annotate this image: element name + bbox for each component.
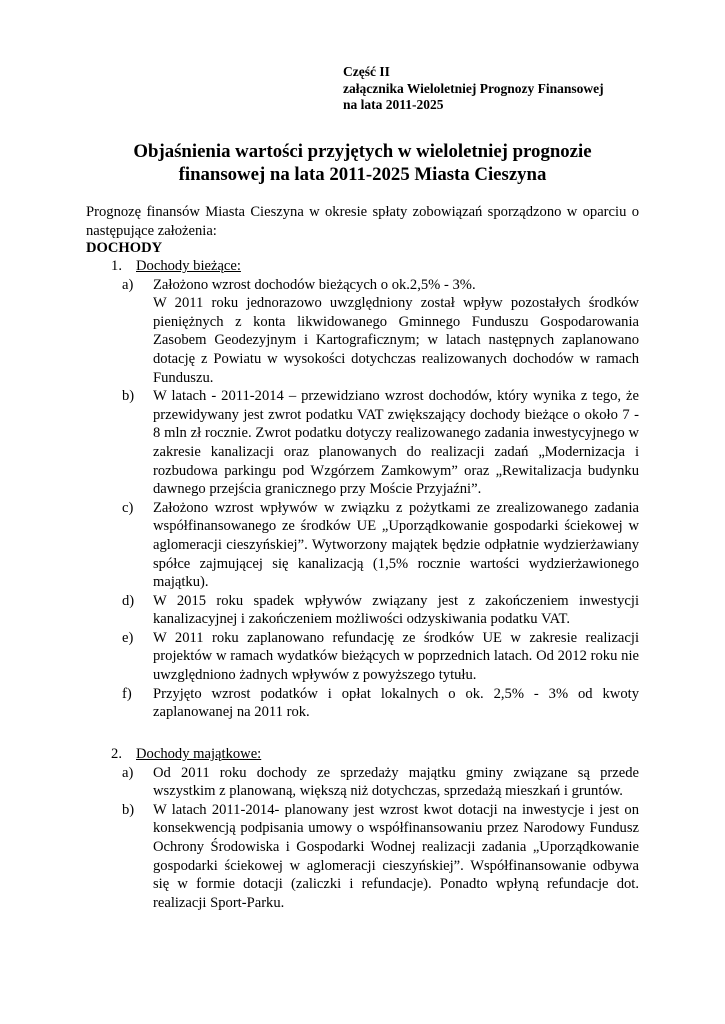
item-letter: d): [122, 592, 135, 609]
section-capital-income: [86, 745, 639, 912]
item-paragraph: Założono wzrost wpływów w związku z pożytkami ze zrealizowanego zadania współfinansowanego ze środków UE „Uporządkowanie gospodarki ściekowej w aglomeracji cieszyńskiej”. Wytworzony majątek będzie odpłatnie wydzierżawiany spółce zajmującej się kanalizacją (1,5% rocznie wartości wydzierżawionego majątku).: [153, 499, 639, 591]
section-number: 1.: [111, 258, 122, 274]
item-text: [153, 592, 639, 629]
item-letter: b): [122, 388, 135, 405]
header-line-part: Część II: [343, 64, 390, 79]
list-item: [114, 387, 639, 499]
item-paragraph: Założono wzrost dochodów bieżących o ok.2,5% - 3%.: [153, 276, 476, 293]
attachment-header: [343, 64, 604, 114]
item-text: [153, 764, 639, 801]
item-paragraph: W 2011 roku zaplanowano refundację ze środków UE w zakresie realizacji projektów w ramach wydatków bieżących w poprzednich latach. Od 2012 roku nie uwzględniono żadnych wpływów z powyższego tytułu.: [153, 629, 639, 684]
list-item: [114, 764, 639, 801]
list-item: [114, 499, 639, 592]
item-letter: a): [122, 764, 134, 781]
section-heading-income: DOCHODY: [86, 240, 163, 256]
item-letter: f): [122, 685, 132, 702]
title-line-2: finansowej na lata 2011-2025 Miasta Cieszyna: [178, 164, 547, 185]
header-line-years: na lata 2011-2025: [343, 97, 444, 112]
section-title: Dochody bieżące:: [136, 258, 241, 274]
item-text: [153, 499, 639, 592]
title-line-1: Objaśnienia wartości przyjętych w wieloletniej prognozie: [133, 141, 592, 162]
item-paragraph: W 2015 roku spadek wpływów związany jest z zakończeniem inwestycji kanalizacyjnej i zakończeniem możliwości odzyskiwania podatku VAT.: [153, 592, 639, 628]
section-number: 2.: [111, 746, 122, 762]
item-letter: e): [122, 629, 134, 646]
list-item: [114, 685, 639, 722]
list-item: [114, 276, 639, 388]
list-item: [114, 592, 639, 629]
section-item: [86, 257, 639, 276]
item-letter: c): [122, 499, 134, 516]
item-text: [153, 629, 639, 685]
item-paragraph: Przyjęto wzrost podatków i opłat lokalnych o ok. 2,5% - 3% od kwoty zaplanowanej na 2011 rok.: [153, 685, 639, 721]
intro-paragraph: Prognozę finansów Miasta Cieszyna w okresie spłaty zobowiązań sporządzono w oparciu o następujące założenia:: [86, 204, 639, 239]
header-line-attachment: załącznika Wieloletniej Prognozy Finansowej: [343, 80, 604, 96]
item-text: [153, 276, 639, 388]
item-letter: b): [122, 801, 135, 818]
item-text: [153, 387, 639, 499]
document-title: [60, 140, 665, 186]
item-letter: a): [122, 276, 134, 293]
list-item: [114, 801, 639, 913]
list-item: [114, 629, 639, 685]
item-paragraph: Od 2011 roku dochody ze sprzedaży majątku gminy związane są przede wszystkim z planowaną, większą niż dotychczas, sprzedażą mieszkań i gruntów.: [153, 764, 639, 800]
item-paragraph: W 2011 roku jednorazowo uwzględniony został wpływ pozostałych środków pieniężnych z konta likwidowanego Gminnego Funduszu Gospodarowania Zasobem Geodezyjnym i Kartograficznym; w latach następnych zaplanowano dotację z Powiatu w wysokości dotychczas realizowanych dochodów w ramach Funduszu.: [153, 295, 639, 386]
section-item: [86, 745, 639, 764]
item-paragraph: W latach - 2011-2014 – przewidziano wzrost dochodów, który wynika z tego, że przewidywany jest zwrot podatku VAT zwiększający dochody bieżące o około 7 - 8 mln zł rocznie. Zwrot podatku dotyczy realizowanego zadania inwestycyjnego w zakresie kanalizacji oraz planowanych do realizacji zadań „Modernizacja i rozbudowa parkingu pod Wzgórzem Zamkowym” oraz „Rewitalizacja budynku dawnego przejścia granicznego przy Moście Przyjaźni”.: [153, 388, 639, 498]
item-text: [153, 801, 639, 913]
section-title: Dochody majątkowe:: [136, 746, 262, 762]
item-text: [153, 685, 639, 722]
section-current-income: [86, 257, 639, 722]
item-paragraph: W latach 2011-2014- planowany jest wzrost kwot dotacji na inwestycje i jest on konsekwencją podpisania umowy o współfinansowaniu przez Narodowy Fundusz Ochrony Środowiska i Gospodarki Wodnej realizacji zadania „Uporządkowanie gospodarki ściekowej w aglomeracji cieszyńskiej”. Współfinansowanie odbywa się w formie dotacji (zaliczki i refundacje). Ponadto wpłyną refundacje dot. realizacji Sport-Parku.: [153, 801, 639, 911]
